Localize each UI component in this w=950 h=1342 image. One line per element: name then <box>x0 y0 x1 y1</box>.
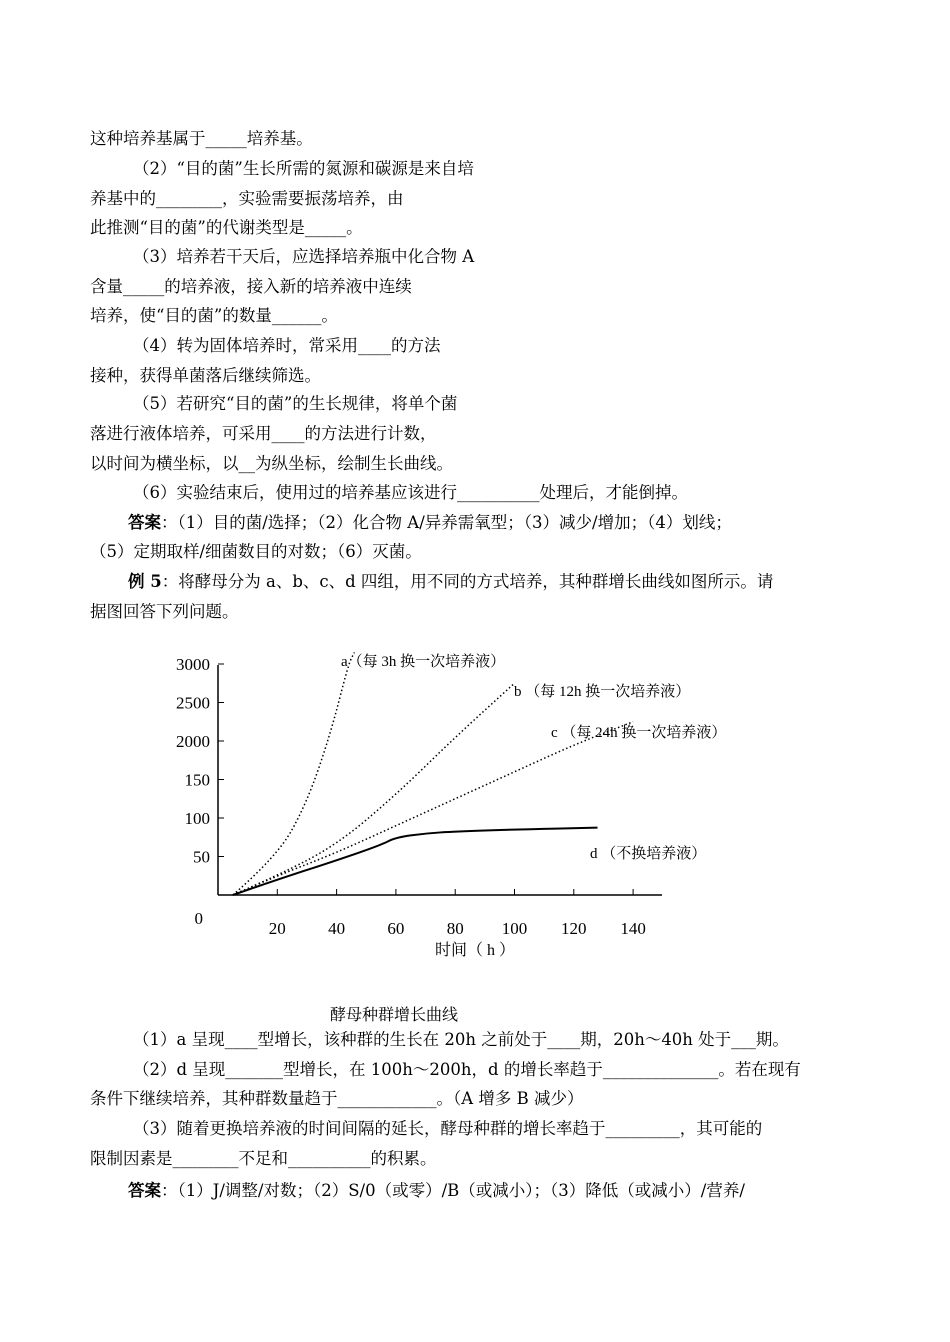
answer-text: ：（1）目的菌/选择；（2）化合物 A/异养需氧型；（3）减少/增加；（4）划线； <box>161 513 732 532</box>
example-line <box>128 571 773 593</box>
chart-series <box>233 652 633 895</box>
question-line: （4）转为固体培养时，常采用____的方法 <box>133 336 441 355</box>
series-a-label: a（每 3h 换一次培养液） <box>341 654 506 670</box>
question-line: （3）培养若干天后，应选择培养瓶中化合物 A <box>133 247 475 266</box>
y-tick-label: 150 <box>184 770 210 790</box>
x-tick-label: 80 <box>446 919 464 938</box>
x-tick-label: 40 <box>328 919 346 938</box>
x-tick-label: 100 <box>501 919 528 938</box>
example-line: 据图回答下列问题。 <box>90 602 239 621</box>
question-line: 条件下继续培养，其种群数量趋于____________。（A 增多 B 减少） <box>90 1089 584 1108</box>
answer-line <box>128 512 732 534</box>
y-tick-label: 50 <box>193 847 210 867</box>
chart-axes <box>218 665 662 895</box>
series-b-label: b （每 12h 换一次培养液） <box>514 684 691 700</box>
question-line: 养基中的________，实验需要振荡培养，由 <box>90 189 404 208</box>
series-b-line <box>233 683 515 895</box>
question-line: 含量_____的培养液，接入新的培养液中连续 <box>90 277 412 296</box>
question-line: 此推测“目的菌”的代谢类型是_____。 <box>90 218 363 237</box>
chart-title: 酵母种群增长曲线 <box>330 1005 459 1024</box>
question-line: 落进行液体培养，可采用____的方法进行计数， <box>90 424 437 443</box>
series-d-line <box>233 828 598 895</box>
y-tick-label: 2000 <box>176 732 210 751</box>
chart-series-labels <box>341 652 726 862</box>
answer-label: 答案 <box>128 1181 161 1200</box>
question-line: （1）a 呈现____型增长，该种群的生长在 20h 之前处于____期，20h～40h 处于___期。 <box>133 1030 789 1049</box>
series-c-label: c （每 24h 换一次培养液） <box>551 725 727 741</box>
y-tick-label: 0 <box>194 909 203 928</box>
x-axis-label: 时间（ h ） <box>434 942 516 959</box>
series-d-label: d （不换培养液） <box>590 846 707 862</box>
question-line: 这种培养基属于_____培养基。 <box>90 129 313 148</box>
question-line: 接种，获得单菌落后继续筛选。 <box>90 366 321 385</box>
example-label: 例 5 <box>128 572 162 591</box>
x-tick-label: 140 <box>620 919 646 938</box>
answer-line <box>128 1180 745 1202</box>
question-line: 培养，使“目的菌”的数量______。 <box>90 306 338 325</box>
example-text: ：将酵母分为 a、b、c、d 四组，用不同的方式培养，其种群增长曲线如图所示。请 <box>161 572 774 591</box>
answer-label: 答案 <box>128 513 161 532</box>
question-line: （6）实验结束后，使用过的培养基应该进行__________处理后，才能倒掉。 <box>133 483 688 502</box>
question-line: （5）若研究“目的菌”的生长规律，将单个菌 <box>133 394 458 413</box>
answer-text: ：（1）J/调整/对数；（2）S/0（或零）/B（或减小）；（3）降低（或减小）/营养/ <box>161 1181 745 1200</box>
answer-line: （5）定期取样/细菌数目的对数；（6）灭菌。 <box>90 542 422 561</box>
chart-ticks <box>176 655 646 938</box>
question-line: （2）“目的菌”生长所需的氮源和碳源是来自培 <box>133 159 474 178</box>
question-line: 以时间为横坐标，以__为纵坐标，绘制生长曲线。 <box>90 454 453 473</box>
y-tick-label: 3000 <box>176 655 210 674</box>
question-line: 限制因素是________不足和__________的积累。 <box>90 1149 437 1168</box>
series-c-line <box>233 722 633 895</box>
question-line: （2）d 呈现_______型增长，在 100h～200h，d 的增长率趋于______________。若在现有 <box>133 1060 801 1079</box>
x-tick-label: 120 <box>561 919 587 938</box>
question-line: （3）随着更换培养液的时间间隔的延长，酵母种群的增长率趋于_________，其可能的 <box>133 1119 763 1138</box>
series-a-line <box>233 652 355 895</box>
y-tick-label: 2500 <box>176 693 210 713</box>
x-tick-label: 20 <box>268 919 286 938</box>
y-tick-label: 100 <box>184 809 210 828</box>
x-tick-label: 60 <box>387 919 405 938</box>
